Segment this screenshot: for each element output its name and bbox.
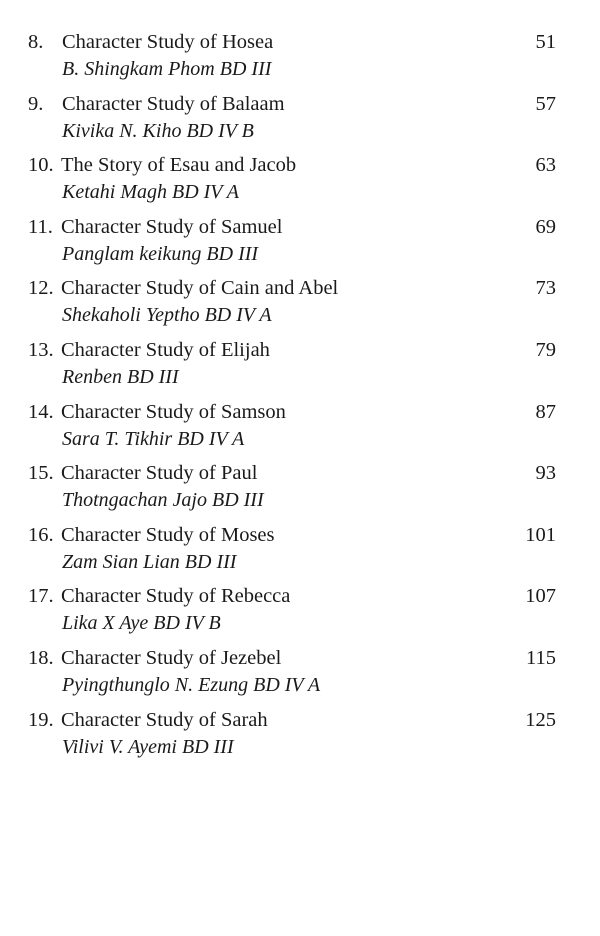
entry-title: The Story of Esau and Jacob [61, 154, 297, 177]
entry-number: 10. [28, 154, 54, 177]
entry-author: Renben BD III [62, 365, 179, 388]
toc-entry [28, 582, 556, 644]
entry-page-number: 93 [535, 462, 556, 485]
entry-title: Character Study of Hosea [62, 31, 274, 53]
entry-page-number: 107 [525, 585, 556, 608]
entry-title-line [28, 582, 556, 610]
entry-author: Shekaholi Yeptho BD IV A [62, 304, 272, 327]
toc-entry [28, 213, 556, 275]
entry-author: Panglam keikung BD III [62, 242, 259, 265]
entry-number: 14. [28, 400, 54, 423]
toc-entry [28, 398, 556, 460]
entry-title: Character Study of Jezebel [61, 646, 282, 669]
entry-title: Character Study of Rebecca [61, 585, 291, 608]
entry-title: Character Study of Sarah [61, 708, 268, 731]
toc-entry [28, 644, 556, 706]
entry-title-line [28, 706, 556, 734]
entry-title: Character Study of Samuel [61, 215, 283, 238]
entry-title: Character Study of Cain and Abel [61, 277, 339, 300]
entry-number: 12. [28, 277, 54, 300]
entry-page-number: 125 [525, 708, 556, 731]
toc-entry [28, 459, 556, 521]
toc-entry [28, 706, 556, 768]
entry-author: Vilivi V. Ayemi BD III [62, 735, 234, 758]
entry-number: 17. [28, 585, 54, 608]
entry-title-line [28, 213, 556, 241]
entry-author: Thotngachan Jajo BD III [62, 489, 264, 512]
entry-author: Pyingthunglo N. Ezung BD IV A [62, 673, 321, 696]
entry-page-number: 101 [525, 523, 556, 546]
entry-title-line [28, 398, 556, 426]
entry-title-line [28, 521, 556, 549]
entry-page-number: 69 [535, 215, 556, 238]
entry-page-number: 51 [535, 31, 556, 53]
entry-author: Ketahi Magh BD IV A [62, 181, 240, 204]
entry-title-line [28, 274, 556, 302]
entry-title-line [28, 644, 556, 672]
entry-number: 11. [28, 215, 53, 238]
toc-entry [28, 90, 556, 152]
entry-title-line [28, 151, 556, 179]
entry-title: Character Study of Samson [61, 400, 286, 423]
entry-title: Character Study of Moses [61, 523, 275, 546]
entry-author: B. Shingkam Phom BD III [62, 58, 272, 80]
entry-title: Character Study of Elijah [61, 338, 270, 361]
entry-page-number: 79 [535, 338, 556, 361]
entry-page-number: 57 [535, 92, 556, 115]
entry-number: 9. [28, 92, 44, 115]
table-of-contents [28, 28, 556, 767]
entry-author: Sara T. Tikhir BD IV A [62, 427, 245, 450]
entry-title-line [28, 28, 556, 56]
entry-author: Kivika N. Kiho BD IV B [62, 119, 254, 142]
entry-number: 15. [28, 462, 54, 485]
entry-page-number: 115 [526, 646, 556, 669]
entry-author: Zam Sian Lian BD III [62, 550, 237, 573]
toc-entry [28, 521, 556, 583]
entry-page-number: 73 [535, 277, 556, 300]
entry-title-line [28, 336, 556, 364]
entry-title-line [28, 90, 556, 118]
toc-entry [28, 28, 556, 90]
entry-number: 16. [28, 523, 54, 546]
entry-title: Character Study of Balaam [62, 92, 285, 115]
toc-entry [28, 151, 556, 213]
entry-number: 13. [28, 338, 54, 361]
entry-number: 18. [28, 646, 54, 669]
entry-number: 19. [28, 708, 54, 731]
entry-title: Character Study of Paul [61, 462, 258, 485]
entry-page-number: 63 [535, 154, 556, 177]
toc-entry [28, 274, 556, 336]
toc-entry [28, 336, 556, 398]
entry-author: Lika X Aye BD IV B [62, 612, 221, 635]
entry-page-number: 87 [535, 400, 556, 423]
entry-number: 8. [28, 31, 44, 53]
entry-title-line [28, 459, 556, 487]
